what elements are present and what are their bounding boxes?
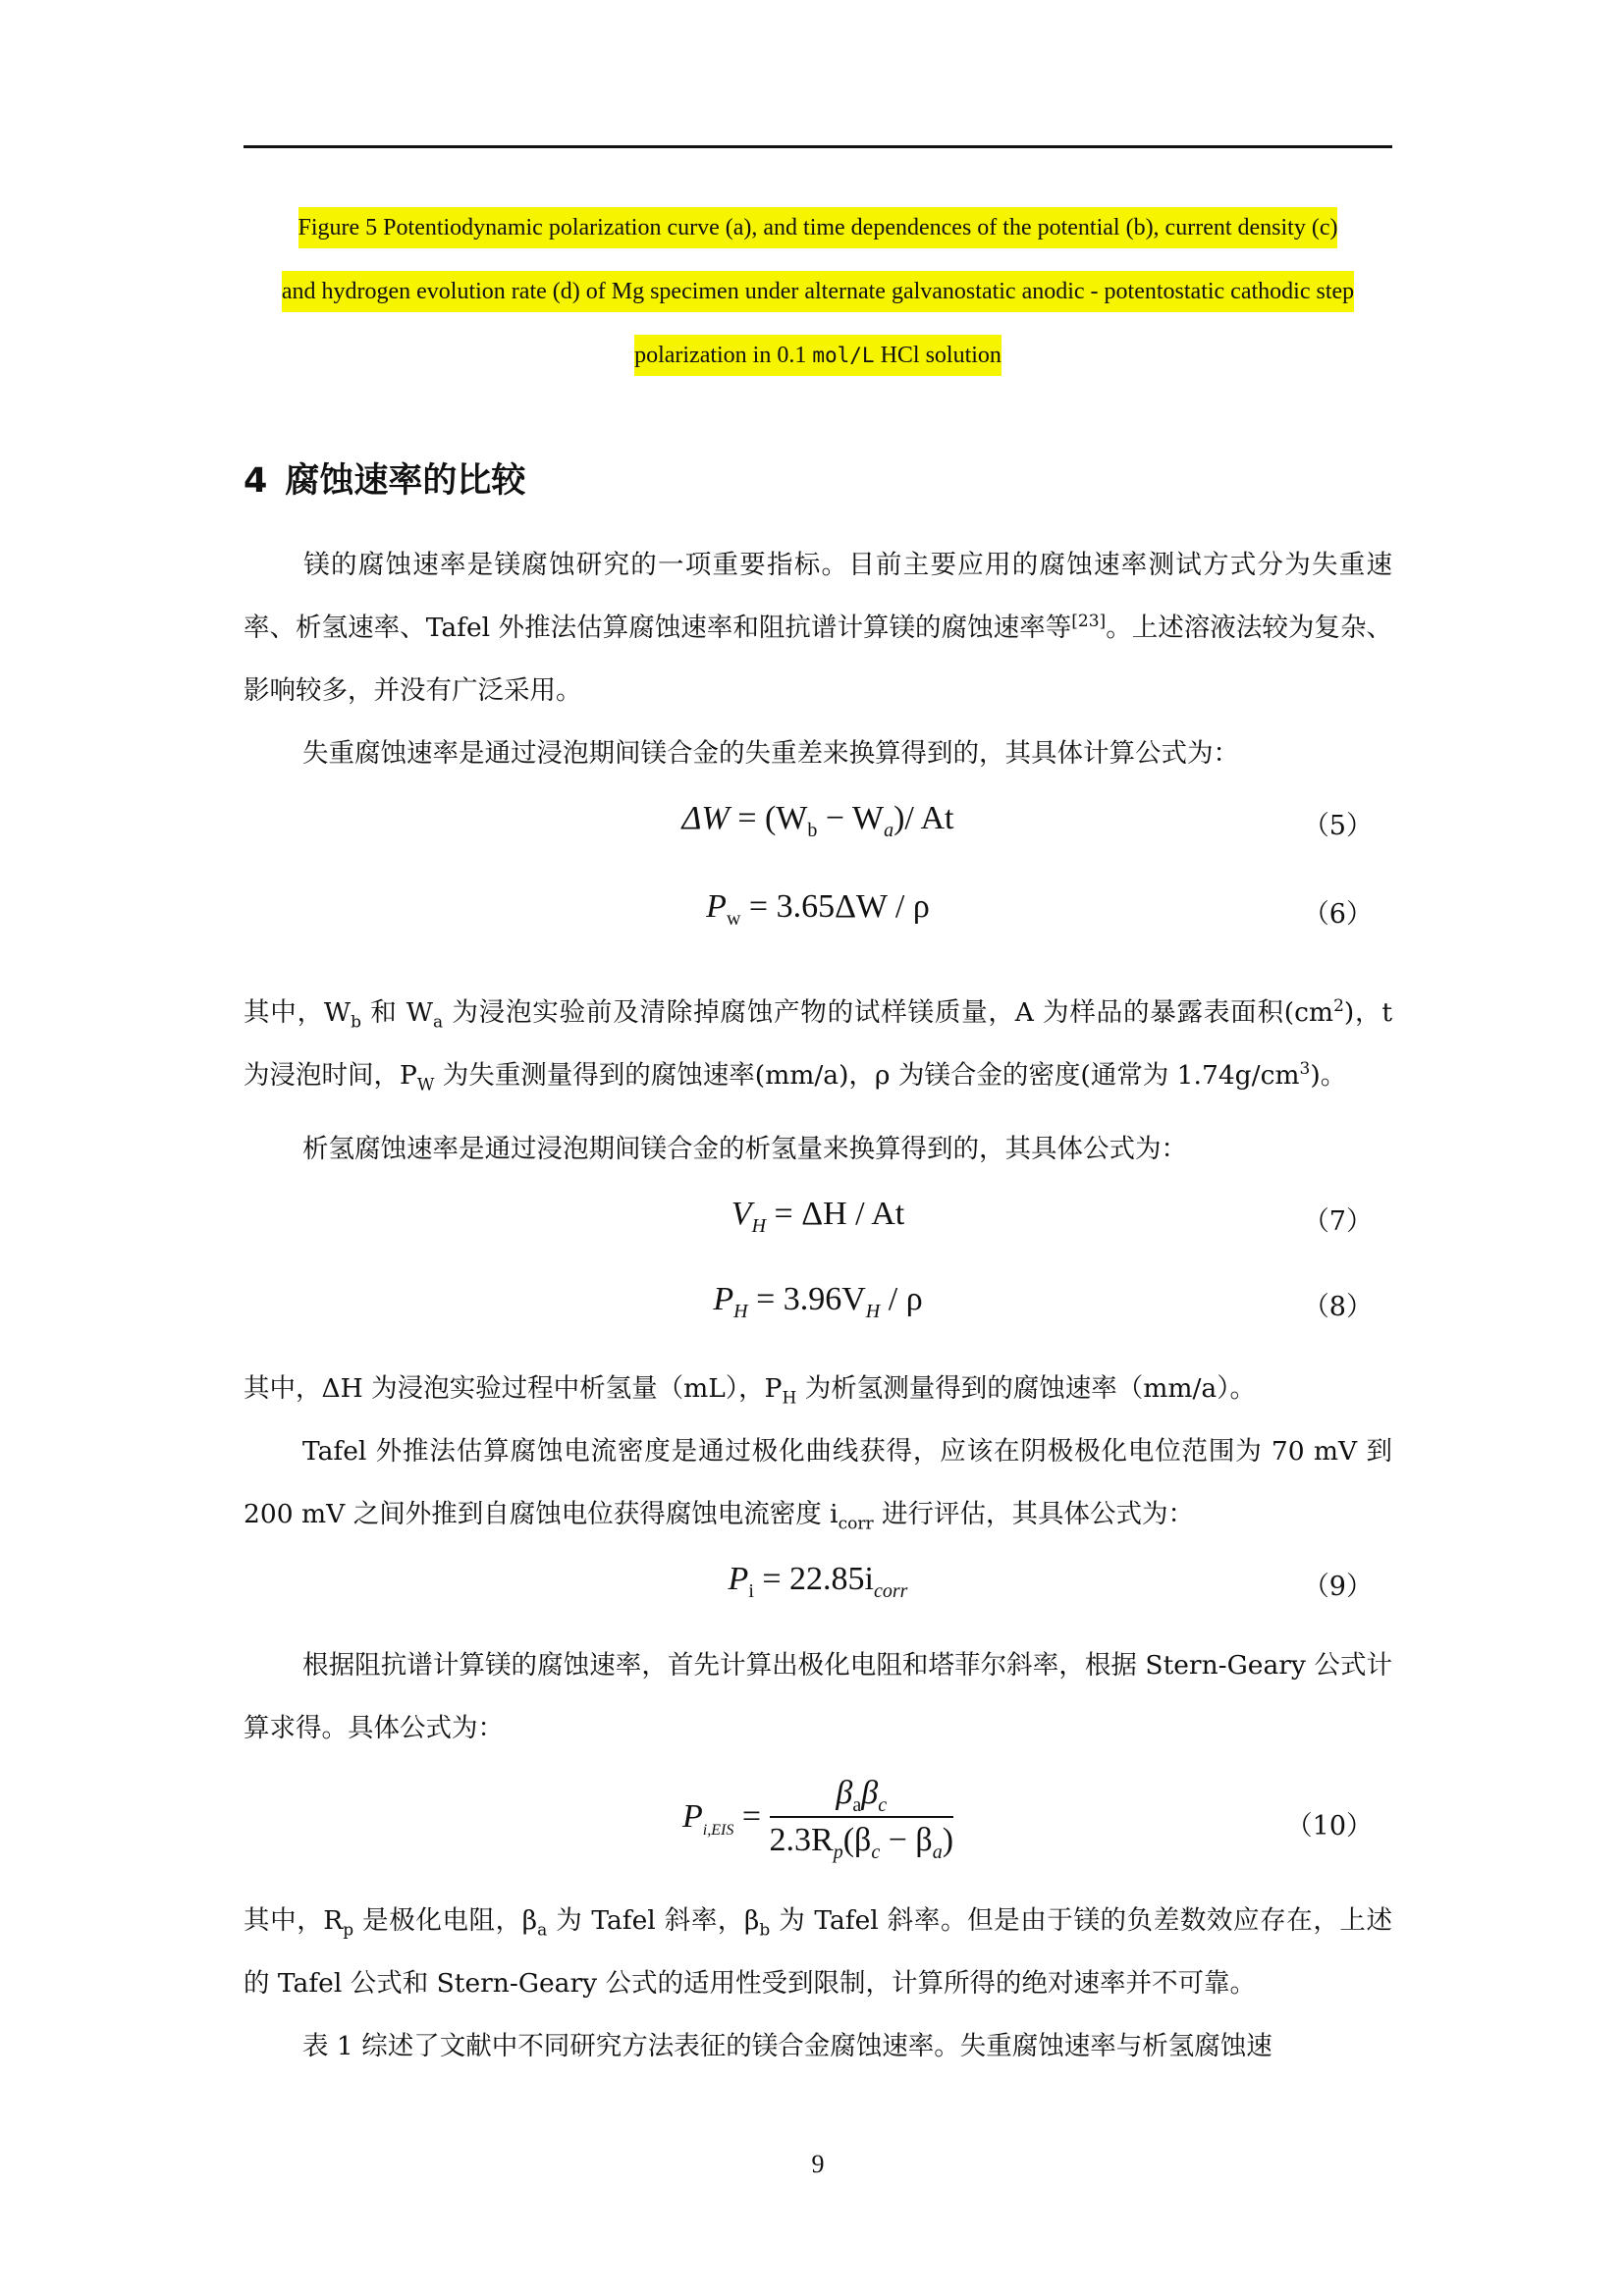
section-heading [244, 454, 525, 503]
equation-number: （8） [1302, 1292, 1373, 1322]
paragraph-6: Tafel 外推法估算腐蚀电流密度是通过极化曲线获得，应该在阴极极化电位范围为 70 mV 到 200 mV 之间外推到自腐蚀电位获得腐蚀电流密度 $i_{corr}$ 进行评估，其具体公式为： [244, 1436, 1392, 1534]
fraction: $\frac{\beta_a\beta_c}{2.3R_p(\beta_c - \beta_a)}$ [769, 1775, 954, 1863]
equation-8: $P_H = 3.96V_H / \rho$ （8） [713, 1281, 1373, 1322]
equation-number: （9） [1302, 1572, 1373, 1602]
caption-line-3: polarization in 0.1 mol/L HCl solution [634, 335, 1001, 376]
section-title: 腐蚀速率的比较 [285, 461, 526, 501]
equation-number: （10） [1285, 1811, 1373, 1842]
caption-line-1: Figure 5 Potentiodynamic polarization curve (a), and time dependences of the potential (b), current density (c) [298, 207, 1338, 248]
paragraph-2: 失重腐蚀速率是通过浸泡期间镁合金的失重差来换算得到的，其具体计算公式为： [302, 738, 1239, 769]
paragraph-4: 析氢腐蚀速率是通过浸泡期间镁合金的析氢量来换算得到的，其具体公式为： [302, 1134, 1187, 1164]
section-number: 4 [244, 461, 268, 501]
equation-9: $P_i = 22.85i_{corr}$ （9） [728, 1561, 1373, 1602]
paragraph-7: 根据阻抗谱计算镁的腐蚀速率，首先计算出极化电阻和塔菲尔斜率，根据 Stern-Geary 公式计算求得。具体公式为： [244, 1650, 1392, 1743]
figure-caption [244, 196, 1392, 388]
paragraph-9: 表 1 综述了文献中不同研究方法表征的镁合金腐蚀速率。失重腐蚀速率与析氢腐蚀速 [302, 2031, 1272, 2061]
equation-10: $P_{i,EIS}$ = $\frac{\beta_a\beta_c}{2.3R_p(\beta_c - \beta_a)}$ （10） [681, 1775, 1373, 1863]
equation-number: （7） [1302, 1206, 1373, 1237]
caption-line-2: and hydrogen evolution rate (d) of Mg specimen under alternate galvanostatic anodic - potentostatic cathodic step [282, 271, 1354, 312]
equation-6: $P_w = 3.65\Delta W / \rho$ （6） [706, 888, 1373, 930]
page-number: 9 [811, 2150, 825, 2178]
header-rule [244, 145, 1392, 148]
equation-number: （6） [1302, 899, 1373, 930]
paragraph-1: 镁的腐蚀速率是镁腐蚀研究的一项重要指标。目前主要应用的腐蚀速率测试方式分为失重速率、析氢速率、Tafel 外推法估算腐蚀速率和阻抗谱计算镁的腐蚀速率等[23]。上述溶液法较为复杂、影响较多，并没有广泛采用。 [244, 550, 1392, 706]
citation: [23] [1071, 612, 1107, 632]
equation-number: （5） [1302, 811, 1373, 841]
equation-5: $\Delta W = (W_b - W_a)/$ At （5） [681, 800, 1373, 841]
equation-7: $V_H = \Delta H / At$ （7） [731, 1196, 1373, 1237]
paragraph-8: 其中，$R_p$ 是极化电阻，$\beta_a$ 为 Tafel 斜率，$\beta_b$ 为 Tafel 斜率。但是由于镁的负差数效应存在，上述的 Tafel 公式和 Stern-Geary 公式的适用性受到限制，计算所得的绝对速率并不可靠。 [244, 1905, 1393, 1999]
paragraph-3: 其中，$W_b$ 和 $W_a$ 为浸泡实验前及清除掉腐蚀产物的试样镁质量，A 为样品的暴露表面积$(cm^2)$，t 为浸泡时间，$P_W$ 为失重测量得到的腐蚀速率(mm/a)，ρ 为镁合金的密度(通常为 $1.74g/cm^3$)。 [244, 996, 1392, 1095]
paragraph-5: 其中，ΔH 为浸泡实验过程中析氢量（mL），$P_H$ 为析氢测量得到的腐蚀速率（mm/a）。 [244, 1373, 1256, 1409]
